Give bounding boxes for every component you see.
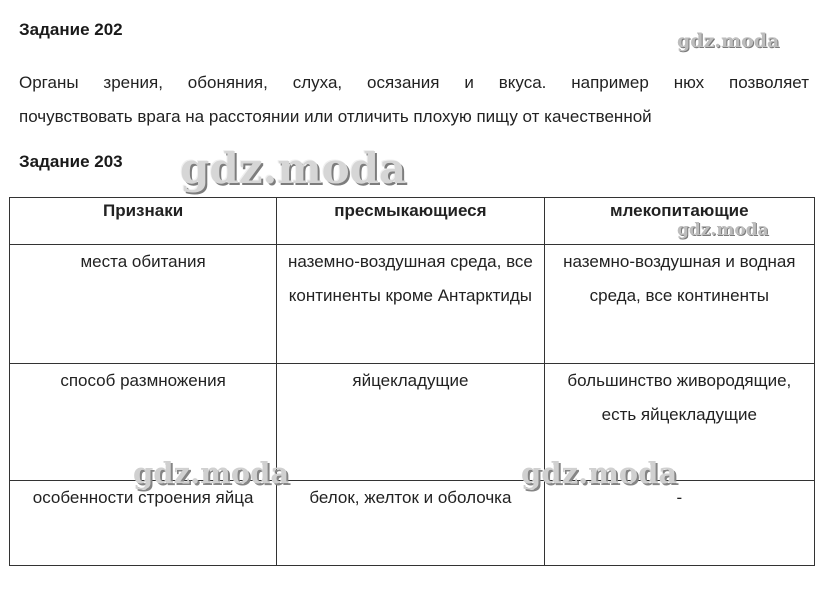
table-cell: большинство живородящие, есть яйцекладущие — [544, 364, 814, 481]
watermark: gdz.moda — [677, 30, 780, 52]
table-cell: места обитания — [10, 245, 277, 364]
task-203-title: Задание 203 — [19, 152, 123, 171]
header-reptiles: пресмыкающиеся — [277, 198, 544, 245]
table-cell: способ размножения — [10, 364, 277, 481]
answer-line-1: Органы зрения, обоняния, слуха, осязания и вкуса. например нюх позволяет — [19, 73, 809, 92]
table-header-row — [10, 198, 815, 245]
watermark: gdz.moda — [133, 456, 290, 490]
watermark: gdz.moda — [677, 220, 769, 240]
header-features: Признаки — [10, 198, 277, 245]
table-cell: особенности строения яйца — [10, 481, 277, 566]
answer-line-2: почувствовать врага на расстоянии или отличить плохую пищу от качественной — [19, 107, 652, 126]
comparison-table — [9, 197, 815, 566]
table-cell: наземно-воздушная и водная среда, все континенты — [544, 245, 814, 364]
watermark: gdz.moda — [180, 144, 407, 193]
table-cell: яйцекладущие — [277, 364, 544, 481]
table-cell: наземно-воздушная среда, все континенты кроме Антарктиды — [277, 245, 544, 364]
table-cell: белок, желток и оболочка — [277, 481, 544, 566]
task-202-answer — [19, 66, 809, 134]
task-202-title: Задание 202 — [19, 20, 123, 39]
header-mammals: млекопитающие — [544, 198, 814, 245]
table-row — [10, 364, 815, 481]
watermark: gdz.moda — [521, 456, 678, 490]
table-row — [10, 245, 815, 364]
table-cell: - — [544, 481, 814, 566]
table-row — [10, 481, 815, 566]
